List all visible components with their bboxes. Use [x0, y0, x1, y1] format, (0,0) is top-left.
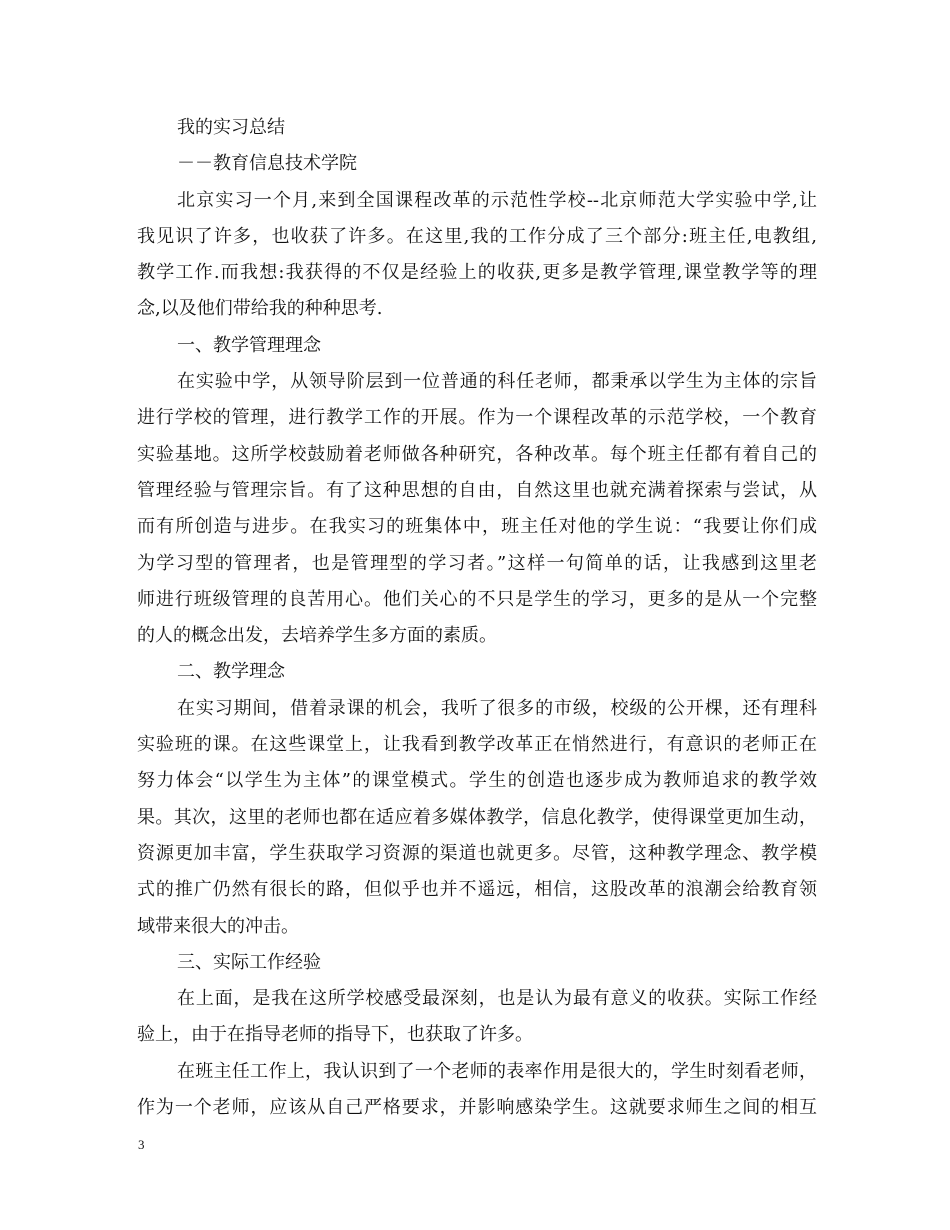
- text-line: 在实验中学，从领导阶层到一位普通的科任老师，都秉承以学生为主体的宗旨: [177, 371, 817, 393]
- text-line: 果。其次，这里的老师也都在适应着多媒体教学，信息化教学，使得课堂更加生动，: [137, 806, 817, 828]
- document-subtitle: －－教育信息技术学院: [177, 153, 357, 175]
- document-body: [137, 110, 817, 1126]
- text-line: 验上，由于在指导老师的指导下，也获取了许多。: [137, 1024, 533, 1046]
- text-line: 师进行班级管理的良苦用心。他们关心的不只是学生的学习，更多的是从一个完整: [137, 588, 817, 610]
- text-line: 进行学校的管理，进行教学工作的开展。作为一个课程改革的示范学校，一个教育: [137, 407, 817, 429]
- text-line: 作为一个老师，应该从自己严格要求，并影响感染学生。这就要求师生之间的相互: [137, 1097, 817, 1119]
- text-line: 北京实习一个月,来到全国课程改革的示范性学校--北京师范大学实验中学,让: [177, 189, 817, 211]
- document-text: [137, 183, 817, 1127]
- text-line: 在实习期间，借着录课的机会，我听了很多的市级，校级的公开棵，还有理科: [177, 697, 817, 719]
- page-number: 3: [138, 1137, 145, 1152]
- text-line: 在上面，是我在这所学校感受最深刻，也是认为最有意义的收获。实际工作经: [177, 988, 817, 1010]
- text-line: 实验基地。这所学校鼓励着老师做各种研究，各种改革。每个班主任都有着自己的: [137, 443, 817, 465]
- text-line: 实验班的课。在这些课堂上，让我看到教学改革正在悄然进行，有意识的老师正在: [137, 734, 817, 756]
- text-line: 教学工作.而我想:我获得的不仅是经验上的收获,更多是教学管理,课堂教学等的理: [137, 262, 817, 284]
- text-line: 三、实际工作经验: [177, 951, 321, 973]
- text-line: 一、教学管理理念: [177, 334, 321, 356]
- text-line: 管理经验与管理宗旨。有了这种思想的自由，自然这里也就充满着探索与尝试，从: [137, 479, 817, 501]
- text-line: 式的推广仍然有很长的路，但似乎也并不遥远，相信，这股改革的浪潮会给教育领: [137, 879, 817, 901]
- text-line: 而有所创造与进步。在我实习的班集体中，班主任对他的学生说：“我要让你们成: [137, 516, 817, 538]
- text-line: 的人的概念出发，去培养学生多方面的素质。: [137, 625, 497, 647]
- text-line: 资源更加丰富，学生获取学习资源的渠道也就更多。尽管，这种教学理念、教学模: [137, 842, 817, 864]
- text-line: 域带来很大的冲击。: [137, 915, 299, 937]
- text-line: 为学习型的管理者，也是管理型的学习者。”这样一句简单的话，让我感到这里老: [137, 552, 817, 574]
- text-line: 在班主任工作上，我认识到了一个老师的表率作用是很大的，学生时刻看老师，: [177, 1060, 817, 1082]
- text-line: 二、教学理念: [177, 661, 285, 683]
- text-line: 努力体会“以学生为主体”的课堂模式。学生的创造也逐步成为教师追求的教学效: [137, 770, 817, 792]
- document-title: 我的实习总结: [177, 117, 285, 138]
- text-line: 我见识了许多，也收获了许多。在这里,我的工作分成了三个部分:班主任,电教组,: [137, 225, 817, 247]
- text-line: 念,以及他们带给我的种种思考.: [137, 298, 383, 320]
